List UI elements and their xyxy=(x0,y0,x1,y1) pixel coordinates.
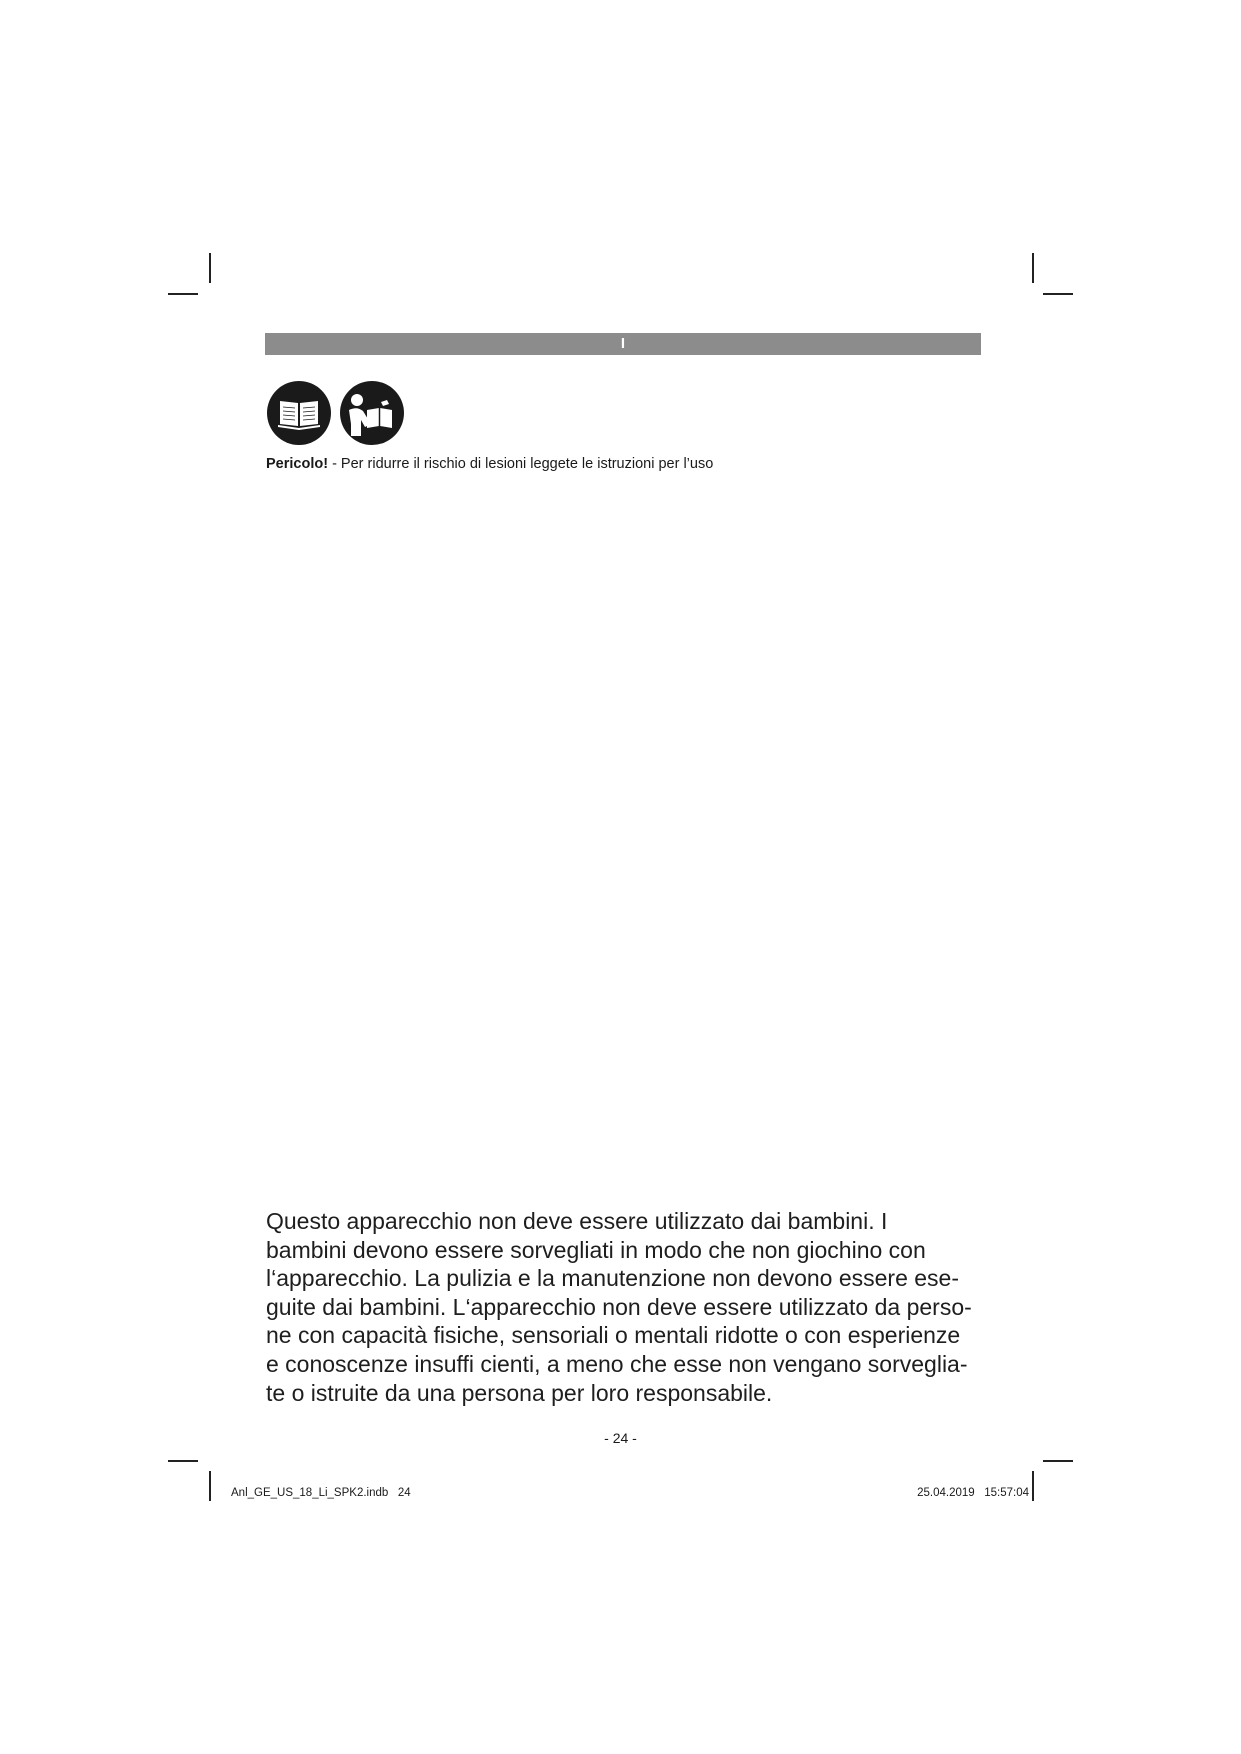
paragraph-line: ne con capacità fisiche, sensoriali o mentali ridotte o con esperienze xyxy=(266,1322,961,1349)
danger-label: Pericolo! xyxy=(266,456,329,472)
print-slug-timestamp: 25.04.2019 15:57:04 xyxy=(917,1487,1029,1499)
crop-mark-bottom-left-horizontal xyxy=(168,1460,198,1462)
crop-mark-bottom-right-vertical xyxy=(1032,1471,1034,1501)
crop-mark-top-left-horizontal xyxy=(168,293,198,295)
danger-text: - Per ridurre il rischio di lesioni leggete le istruzioni per l’uso xyxy=(332,456,714,472)
paragraph-line: e conoscenze insuffi cienti, a meno che esse non vengano sorveglia- xyxy=(266,1350,968,1377)
paragraph-line: Questo apparecchio non deve essere utilizzato dai bambini. I xyxy=(266,1208,888,1234)
paragraph-line: bambini devono essere sorvegliati in modo che non giochino con xyxy=(266,1236,926,1263)
danger-warning xyxy=(266,455,713,473)
language-header-bar xyxy=(265,333,981,355)
language-code: I xyxy=(620,335,626,352)
crop-mark-top-right-vertical xyxy=(1032,253,1034,283)
page-number: - 24 - xyxy=(604,1430,637,1446)
person-reading-manual-icon xyxy=(339,380,405,446)
read-manual-book-icon xyxy=(266,380,332,446)
crop-mark-top-right-horizontal xyxy=(1043,293,1073,295)
crop-mark-top-left-vertical xyxy=(209,253,211,283)
paragraph-line: te o istruite da una persona per loro responsabile. xyxy=(266,1379,773,1406)
paragraph-line: l‘apparecchio. La pulizia e la manutenzione non devono essere ese- xyxy=(266,1265,960,1292)
children-safety-paragraph xyxy=(266,1207,986,1407)
crop-mark-bottom-left-vertical xyxy=(209,1471,211,1501)
paragraph-line: guite dai bambini. L‘apparecchio non deve essere utilizzato da perso- xyxy=(266,1293,972,1320)
print-slug-filename: Anl_GE_US_18_Li_SPK2.indb 24 xyxy=(231,1487,411,1499)
crop-mark-bottom-right-horizontal xyxy=(1043,1460,1073,1462)
